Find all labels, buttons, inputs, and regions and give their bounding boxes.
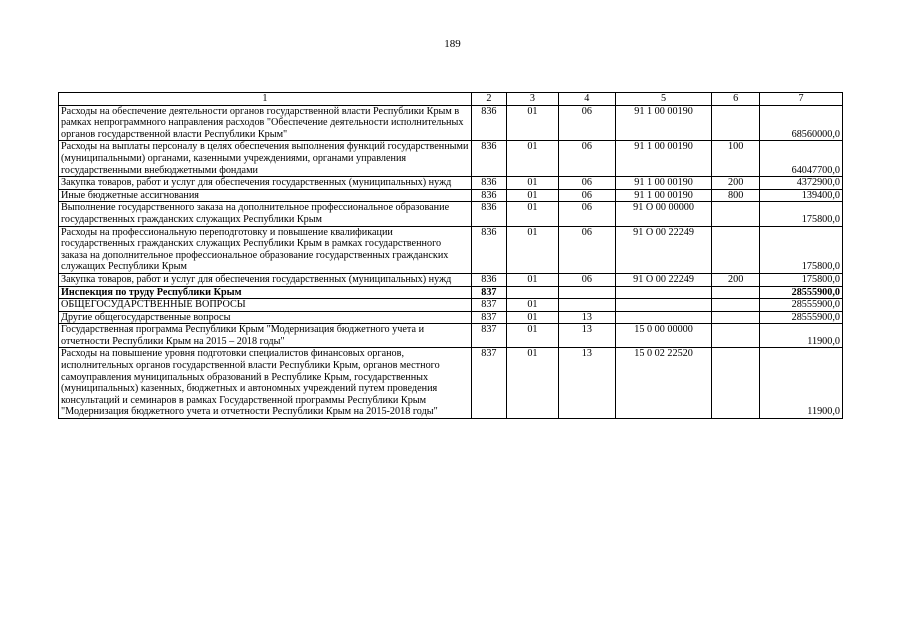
row-subsection-cell: 06 (558, 105, 615, 141)
row-expense-type-cell: 200 (712, 273, 760, 286)
row-ved-cell: 837 (471, 324, 506, 348)
row-name-cell: Расходы на выплаты персоналу в целях обеспечения выполнения функций государственными (муниципальными) органами, казенными учреждениями, органами управления государственными внебюджетными фондами (59, 141, 472, 177)
row-ved-cell: 836 (471, 226, 506, 273)
row-target-item-cell: 15 0 00 00000 (615, 324, 711, 348)
row-name-cell: Инспекция по труду Республики Крым (59, 286, 472, 299)
row-sum-cell: 139400,0 (760, 189, 843, 202)
row-name-cell: Иные бюджетные ассигнования (59, 189, 472, 202)
row-expense-type-cell: 800 (712, 189, 760, 202)
row-sum-cell: 28555900,0 (760, 299, 843, 312)
row-sum-cell: 28555900,0 (760, 286, 843, 299)
row-ved-cell: 837 (471, 311, 506, 324)
row-target-item-cell: 91 О 00 22249 (615, 273, 711, 286)
header-col-5: 5 (615, 93, 711, 106)
table-row (59, 226, 843, 273)
row-section-cell: 01 (506, 177, 558, 190)
row-expense-type-cell: 100 (712, 141, 760, 177)
row-subsection-cell: 13 (558, 324, 615, 348)
table-row (59, 286, 843, 299)
row-target-item-cell (615, 286, 711, 299)
row-ved-cell: 837 (471, 286, 506, 299)
row-subsection-cell: 13 (558, 348, 615, 419)
row-subsection-cell: 06 (558, 273, 615, 286)
header-col-2: 2 (471, 93, 506, 106)
row-section-cell: 01 (506, 324, 558, 348)
row-sum-cell: 28555900,0 (760, 311, 843, 324)
row-target-item-cell: 91 1 00 00190 (615, 141, 711, 177)
row-target-item-cell (615, 299, 711, 312)
row-section-cell: 01 (506, 141, 558, 177)
row-section-cell: 01 (506, 202, 558, 226)
table-row (59, 324, 843, 348)
table-row (59, 273, 843, 286)
page-number: 189 (444, 38, 461, 50)
row-ved-cell: 836 (471, 202, 506, 226)
row-ved-cell: 836 (471, 189, 506, 202)
table-row (59, 189, 843, 202)
row-sum-cell: 11900,0 (760, 348, 843, 419)
row-sum-cell: 175800,0 (760, 273, 843, 286)
row-expense-type-cell (712, 311, 760, 324)
row-ved-cell: 836 (471, 141, 506, 177)
row-subsection-cell (558, 286, 615, 299)
row-section-cell (506, 286, 558, 299)
row-target-item-cell: 15 0 02 22520 (615, 348, 711, 419)
row-name-cell: Расходы на обеспечение деятельности органов государственной власти Республики Крым в рамках непрограммного направления расходов "Обеспечение деятельности исполнительных органов государственной власти Республики Крым" (59, 105, 472, 141)
row-name-cell: Государственная программа Республики Крым "Модернизация бюджетного учета и отчетности Республики Крым на 2015 – 2018 годы" (59, 324, 472, 348)
row-expense-type-cell (712, 348, 760, 419)
row-expense-type-cell (712, 226, 760, 273)
row-name-cell: Выполнение государственного заказа на дополнительное профессиональное образование государственных гражданских служащих Республики Крым (59, 202, 472, 226)
row-name-cell: Расходы на профессиональную переподготовку и повышение квалификации государственных гражданских служащих Республики Крым в рамках государственного заказа на дополнительное профессиональное образование государственных гражданских служащих Республики Крым (59, 226, 472, 273)
row-subsection-cell: 06 (558, 177, 615, 190)
header-col-3: 3 (506, 93, 558, 106)
row-target-item-cell: 91 1 00 00190 (615, 177, 711, 190)
table-row (59, 105, 843, 141)
row-sum-cell: 64047700,0 (760, 141, 843, 177)
row-sum-cell: 11900,0 (760, 324, 843, 348)
row-name-cell: Расходы на повышение уровня подготовки специалистов финансовых органов, исполнительных органов государственной власти Республики Крым, органов местного самоуправления муниципальных образований в Республике Крым, государственных (муниципальных) казенных, бюджетных и автономных учреждений путем проведения консультаций и семинаров в рамках Государственной программы Республики Крым "Модернизация бюджетного учета и отчетности Республики Крым на 2015-2018 годы" (59, 348, 472, 419)
header-col-1: 1 (59, 93, 472, 106)
row-section-cell: 01 (506, 273, 558, 286)
row-section-cell: 01 (506, 311, 558, 324)
row-target-item-cell: 91 О 00 00000 (615, 202, 711, 226)
row-section-cell: 01 (506, 299, 558, 312)
row-section-cell: 01 (506, 348, 558, 419)
row-subsection-cell: 06 (558, 141, 615, 177)
row-sum-cell: 68560000,0 (760, 105, 843, 141)
row-expense-type-cell (712, 286, 760, 299)
row-sum-cell: 175800,0 (760, 226, 843, 273)
table-row (59, 177, 843, 190)
table-row (59, 299, 843, 312)
row-subsection-cell: 06 (558, 202, 615, 226)
header-col-7: 7 (760, 93, 843, 106)
row-ved-cell: 837 (471, 299, 506, 312)
row-target-item-cell (615, 311, 711, 324)
row-expense-type-cell (712, 324, 760, 348)
table-row (59, 311, 843, 324)
row-ved-cell: 837 (471, 348, 506, 419)
row-name-cell: Закупка товаров, работ и услуг для обеспечения государственных (муниципальных) нужд (59, 273, 472, 286)
row-expense-type-cell (712, 202, 760, 226)
table-row (59, 141, 843, 177)
table-row (59, 348, 843, 419)
header-col-4: 4 (558, 93, 615, 106)
row-name-cell: Другие общегосударственные вопросы (59, 311, 472, 324)
row-expense-type-cell (712, 105, 760, 141)
row-expense-type-cell: 200 (712, 177, 760, 190)
row-target-item-cell: 91 1 00 00190 (615, 105, 711, 141)
table-row (59, 202, 843, 226)
row-sum-cell: 175800,0 (760, 202, 843, 226)
row-ved-cell: 836 (471, 105, 506, 141)
row-target-item-cell: 91 О 00 22249 (615, 226, 711, 273)
row-sum-cell: 4372900,0 (760, 177, 843, 190)
row-name-cell: Закупка товаров, работ и услуг для обеспечения государственных (муниципальных) нужд (59, 177, 472, 190)
row-target-item-cell: 91 1 00 00190 (615, 189, 711, 202)
row-section-cell: 01 (506, 105, 558, 141)
table-header-row (59, 93, 843, 106)
row-subsection-cell: 13 (558, 311, 615, 324)
row-section-cell: 01 (506, 189, 558, 202)
budget-table (58, 92, 843, 419)
row-ved-cell: 836 (471, 273, 506, 286)
row-subsection-cell: 06 (558, 226, 615, 273)
row-section-cell: 01 (506, 226, 558, 273)
header-col-6: 6 (712, 93, 760, 106)
row-expense-type-cell (712, 299, 760, 312)
row-subsection-cell (558, 299, 615, 312)
row-subsection-cell: 06 (558, 189, 615, 202)
row-name-cell: ОБЩЕГОСУДАРСТВЕННЫЕ ВОПРОСЫ (59, 299, 472, 312)
row-ved-cell: 836 (471, 177, 506, 190)
